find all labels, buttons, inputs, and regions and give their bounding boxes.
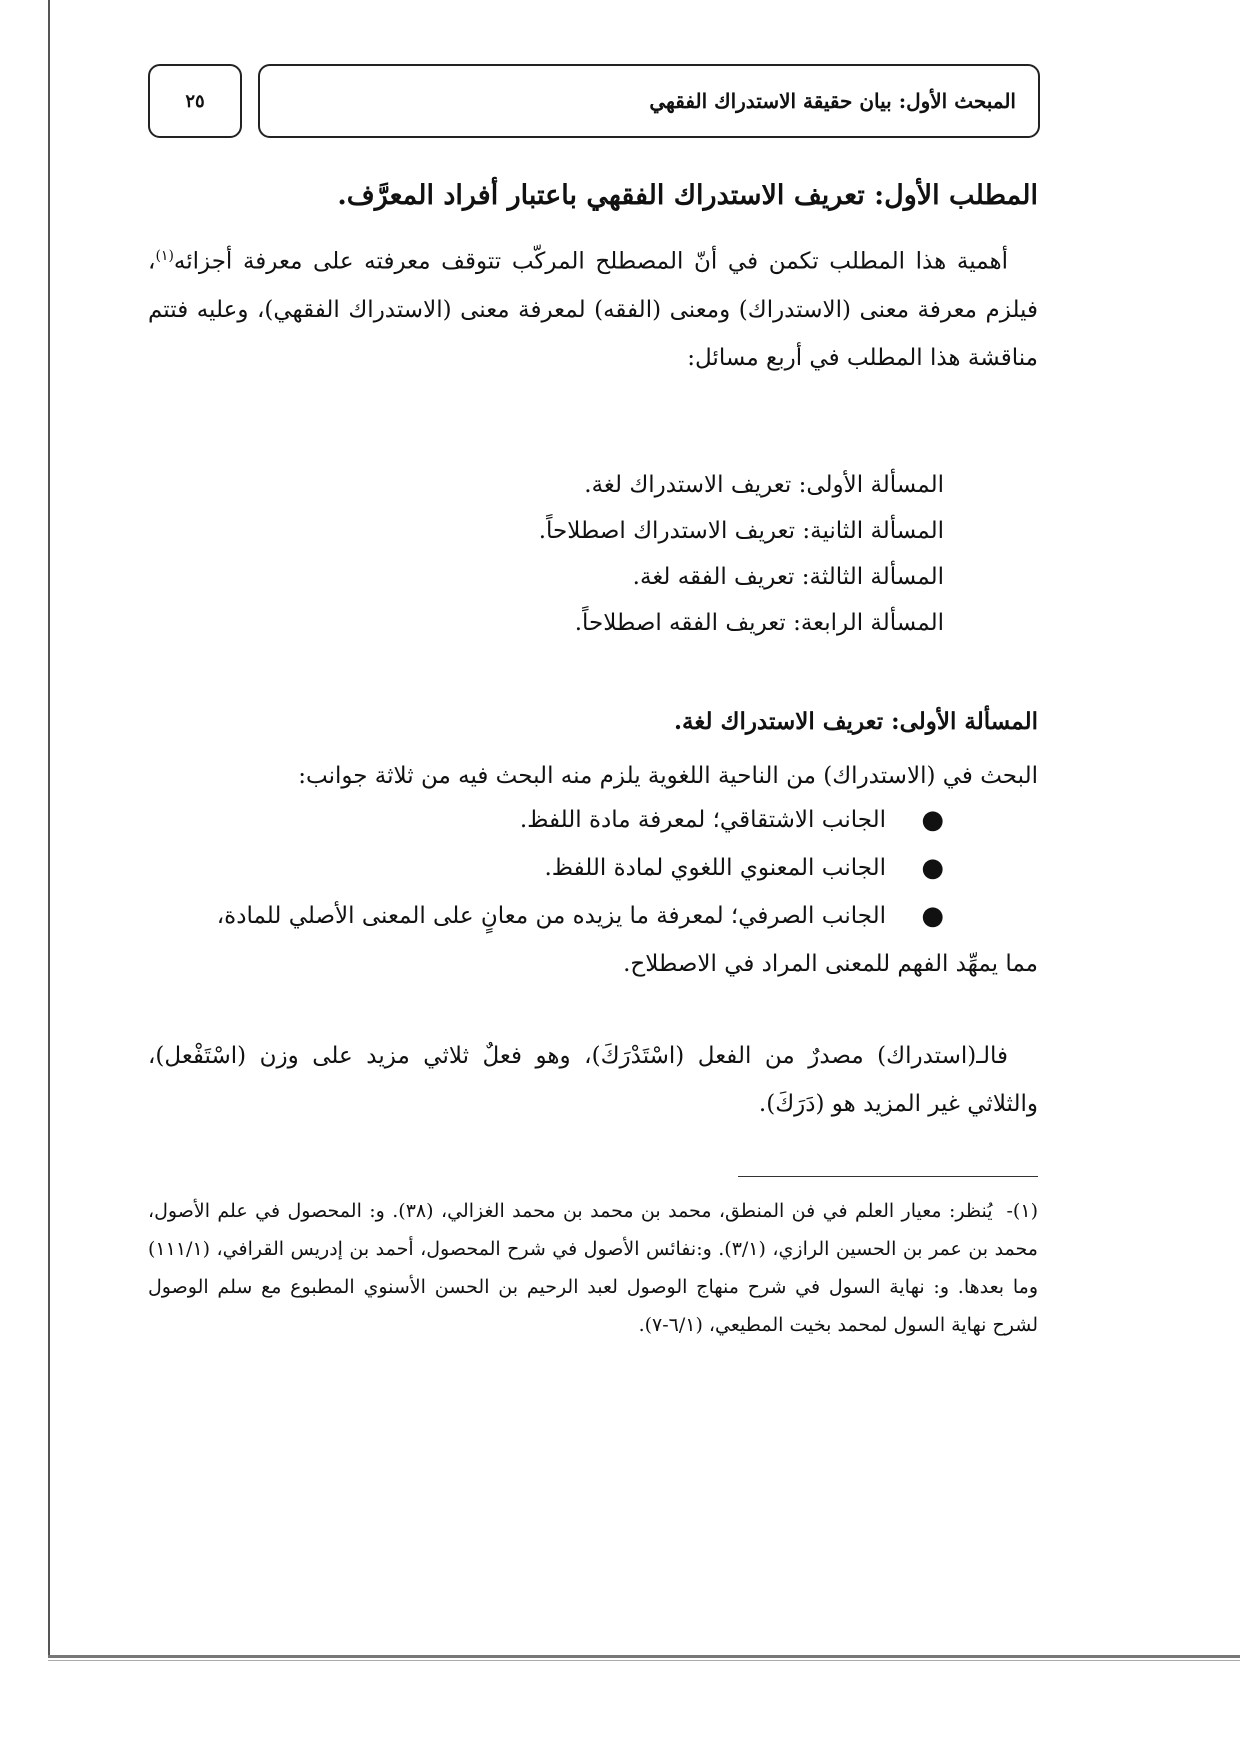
aspects-list [148,796,1038,940]
intro-paragraph [148,232,1038,382]
list-item: المسألة الثالثة: تعريف الفقه لغة. [632,564,944,590]
list-item: المسألة الرابعة: تعريف الفقه اصطلاحاً. [574,610,944,636]
section-heading: المطلب الأول: تعريف الاستدراك الفقهي باعتبار أفراد المعرَّف. [337,180,1038,211]
list-item-text: الجانب الصرفي؛ لمعرفة ما يزيده من معانٍ على المعنى الأصلي للمادة، [216,903,886,929]
bullet-icon: ● [921,901,944,931]
page-frame-left [48,0,50,1657]
footnote [148,1192,1038,1344]
bullet-icon: ● [921,853,944,883]
intro-text-part1: أهمية هذا المطلب تكمن في أنّ المصطلح المركّب تتوقف معرفته على معرفة أجزائه [173,248,1008,275]
list-item [148,892,1038,940]
page-number-box [148,64,242,138]
footnote-text: يُنظر: معيار العلم في فن المنطق، محمد بن محمد بن محمد الغزالي، (٣٨). و: المحصول في علم الأصول، محمد بن عمر بن الحسين الرازي، (٣/١). و:نفائس الأصول في شرح المحصول، أحمد بن إدريس القرافي، (١١١/١) وما بعدها. و: نهاية السول في شرح منهاج الوصول لعبد الرحيم بن الحسن الأسنوي المطبوع مع سلم الوصول لشرح نهاية السول لمحمد بخيت المطيعي، (٦/١-٧). [148,1200,1038,1336]
running-header [258,64,1040,138]
issues-list [244,462,944,646]
list-item [148,844,1038,892]
body-paragraph [148,1032,1038,1128]
body-paragraph-text: فالـ(استدراك) مصدرٌ من الفعل (اسْتَدْرَكَ)، وهو فعلٌ ثلاثي مزيد على وزن (اسْتَفْعل)، والثلاثي غير المزيد هو (دَرَكَ). [148,1043,1038,1117]
page-frame-bottom [48,1655,1240,1658]
footnote-mark: (١)- [1006,1200,1038,1222]
list-item-text: الجانب الاشتقاقي؛ لمعرفة مادة اللفظ. [519,807,886,833]
footnote-separator [738,1176,1038,1177]
page-number: ٢٥ [185,90,205,112]
issue-heading: المسألة الأولى: تعريف الاستدراك لغة. [674,708,1038,735]
list-item-text: الجانب المعنوي اللغوي لمادة اللفظ. [544,855,886,881]
list-item: المسألة الثانية: تعريف الاستدراك اصطلاحاً. [538,518,944,544]
bullet-icon: ● [921,805,944,835]
list-item: المسألة الأولى: تعريف الاستدراك لغة. [584,472,944,498]
aspects-continuation: مما يمهِّد الفهم للمعنى المراد في الاصطلاح. [623,951,1038,977]
issue-intro: البحث في (الاستدراك) من الناحية اللغوية يلزم منه البحث فيه من ثلاثة جوانب: [298,763,1038,789]
running-header-title: المبحث الأول: بيان حقيقة الاستدراك الفقهي [649,89,1016,113]
footnote-ref: (١) [155,248,174,264]
page-frame-bottom-line [48,1660,1240,1661]
list-item [148,796,1038,844]
intro-text-part2: ، فيلزم معرفة معنى (الاستدراك) ومعنى (الفقه) لمعرفة معنى (الاستدراك الفقهي)، وعليه فتتم مناقشة هذا المطلب في أربع مسائل: [148,248,1038,371]
